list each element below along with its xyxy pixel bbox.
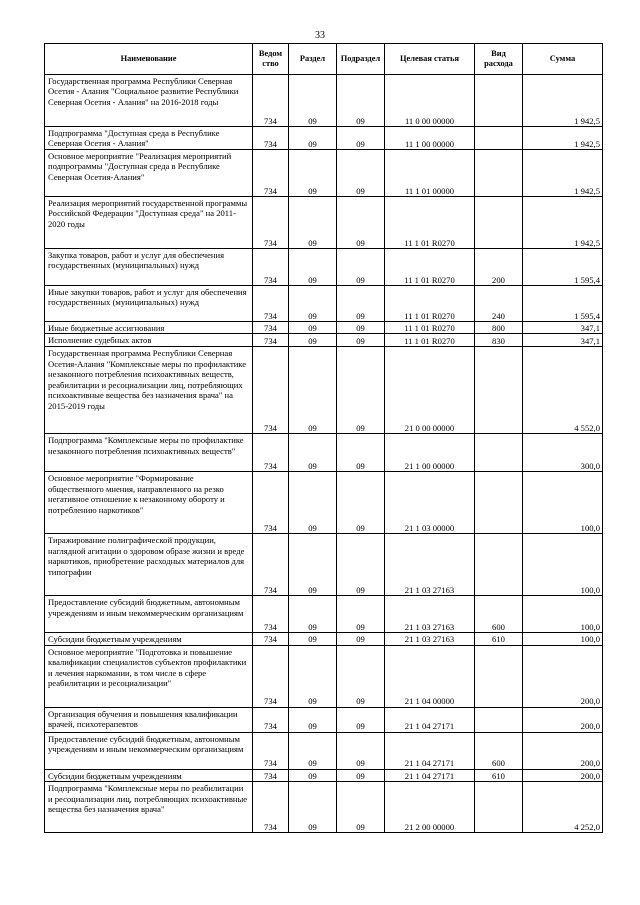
row-statya: 21 1 04 27171 [385,732,475,769]
row-vedomstvo: 734 [253,150,289,197]
row-vid-raskhoda [475,707,523,732]
row-statya: 11 1 01 R0270 [385,286,475,322]
row-vid-raskhoda: 600 [475,732,523,769]
row-razdel: 09 [289,596,337,633]
row-vedomstvo: 734 [253,534,289,596]
table-row [45,732,603,769]
row-razdel: 09 [289,707,337,732]
table-row [45,645,603,707]
header-statya: Целевая статья [385,44,475,75]
row-name: Основное мероприятие "Формирование общественного мнения, направленного на резко негативное отношение к незаконному обороту и потреблению наркотиков" [45,472,253,534]
row-podrazdel: 09 [337,334,385,347]
table-row [45,286,603,322]
row-vid-raskhoda [475,434,523,472]
row-summa: 200,0 [523,707,603,732]
row-summa: 100,0 [523,472,603,534]
row-statya: 11 1 00 00000 [385,127,475,150]
row-statya: 21 1 03 27163 [385,596,475,633]
row-statya: 21 1 03 00000 [385,472,475,534]
row-vid-raskhoda [475,197,523,249]
row-summa: 1 942,5 [523,150,603,197]
header-podrazdel: Подраздел [337,44,385,75]
header-vid-raskhoda: Вид расхода [475,44,523,75]
row-summa: 100,0 [523,633,603,645]
row-razdel: 09 [289,127,337,150]
table-row [45,707,603,732]
row-razdel: 09 [289,249,337,286]
row-summa: 1 942,5 [523,127,603,150]
row-statya: 11 1 01 00000 [385,150,475,197]
row-summa: 100,0 [523,534,603,596]
row-podrazdel: 09 [337,472,385,534]
row-vid-raskhoda [475,127,523,150]
row-summa: 200,0 [523,769,603,781]
row-podrazdel: 09 [337,150,385,197]
row-name: Тиражирование полиграфической продукции, наглядной агитации о здоровом образе жизни и вреде наркотиков, приобретение расходных материалов для типографии [45,534,253,596]
table-row [45,782,603,833]
table-row [45,434,603,472]
row-statya: 11 1 01 R0270 [385,322,475,334]
row-statya: 21 0 00 00000 [385,347,475,434]
row-name: Государственная программа Республики Северная Осетия - Алания "Социальное развитие Республики Северная Осетия - Алания" на 2016-2018 годы [45,75,253,127]
row-razdel: 09 [289,472,337,534]
row-podrazdel: 09 [337,434,385,472]
row-vedomstvo: 734 [253,645,289,707]
row-summa: 300,0 [523,434,603,472]
row-podrazdel: 09 [337,286,385,322]
row-name: Иные закупки товаров, работ и услуг для обеспечения государственных (муниципальных) нужд [45,286,253,322]
row-statya: 21 1 03 27163 [385,534,475,596]
row-vedomstvo: 734 [253,782,289,833]
row-vedomstvo: 734 [253,347,289,434]
row-name: Закупка товаров, работ и услуг для обеспечения государственных (муниципальных) нужд [45,249,253,286]
table-row [45,769,603,781]
row-vid-raskhoda: 610 [475,769,523,781]
row-name: Подпрограмма "Комплексные меры по профилактике незаконного потребления психоактивных веществ" [45,434,253,472]
row-vid-raskhoda: 200 [475,249,523,286]
row-summa: 347,1 [523,322,603,334]
row-vedomstvo: 734 [253,75,289,127]
table-row [45,249,603,286]
row-name: Субсидии бюджетным учреждениям [45,769,253,781]
row-summa: 200,0 [523,645,603,707]
row-podrazdel: 09 [337,347,385,434]
table-header-row [45,44,603,75]
row-name: Основное мероприятие "Реализация мероприятий подпрограммы "Доступная среда в Республике Северная Осетия-Алания" [45,150,253,197]
row-vid-raskhoda: 610 [475,633,523,645]
row-vid-raskhoda [475,782,523,833]
row-razdel: 09 [289,197,337,249]
row-podrazdel: 09 [337,596,385,633]
row-podrazdel: 09 [337,782,385,833]
row-vid-raskhoda [475,534,523,596]
row-name: Субсидии бюджетным учреждениям [45,633,253,645]
header-summa: Сумма [523,44,603,75]
row-podrazdel: 09 [337,645,385,707]
row-summa: 4 252,0 [523,782,603,833]
row-podrazdel: 09 [337,75,385,127]
row-summa: 4 552,0 [523,347,603,434]
row-vedomstvo: 734 [253,633,289,645]
row-statya: 11 1 01 R0270 [385,197,475,249]
row-name: Предоставление субсидий бюджетным, автономным учреждениям и иным некоммерческим организациям [45,596,253,633]
row-statya: 11 1 01 R0270 [385,334,475,347]
row-statya: 21 1 04 27171 [385,707,475,732]
row-vedomstvo: 734 [253,249,289,286]
row-name: Исполнение судебных актов [45,334,253,347]
row-statya: 11 1 01 R0270 [385,249,475,286]
row-vedomstvo: 734 [253,334,289,347]
row-razdel: 09 [289,150,337,197]
row-vid-raskhoda: 830 [475,334,523,347]
row-podrazdel: 09 [337,249,385,286]
row-summa: 1 595,4 [523,249,603,286]
row-razdel: 09 [289,645,337,707]
header-razdel: Раздел [289,44,337,75]
table-row [45,150,603,197]
row-name: Подпрограмма "Комплексные меры по реабилитации и ресоциализации лиц, потребляющих психоактивные вещества без назначения врача" [45,782,253,833]
row-razdel: 09 [289,286,337,322]
table-row [45,334,603,347]
row-summa: 1 942,5 [523,197,603,249]
row-podrazdel: 09 [337,534,385,596]
table-row [45,347,603,434]
header-name: Наименование [45,44,253,75]
row-vedomstvo: 734 [253,197,289,249]
row-vedomstvo: 734 [253,732,289,769]
header-vedomstvo: Ведом ство [253,44,289,75]
row-razdel: 09 [289,769,337,781]
row-podrazdel: 09 [337,633,385,645]
row-name: Предоставление субсидий бюджетным, автономным учреждениям и иным некоммерческим организациям [45,732,253,769]
table-row [45,197,603,249]
row-vid-raskhoda [475,645,523,707]
row-razdel: 09 [289,732,337,769]
table-row [45,472,603,534]
row-summa: 1 595,4 [523,286,603,322]
row-podrazdel: 09 [337,197,385,249]
row-vid-raskhoda [475,75,523,127]
row-vedomstvo: 734 [253,322,289,334]
row-podrazdel: 09 [337,707,385,732]
row-razdel: 09 [289,334,337,347]
row-vedomstvo: 734 [253,596,289,633]
table-row [45,322,603,334]
row-name: Иные бюджетные ассигнования [45,322,253,334]
row-name: Государственная программа Республики Северная Осетия-Алания "Комплексные меры по профилактике незаконного потребления психоактивных веществ, реабилитации и ресоциализации лиц, потребляющих психоактивные вещества без назначения врача" на 2015-2019 годы [45,347,253,434]
row-podrazdel: 09 [337,127,385,150]
row-vedomstvo: 734 [253,127,289,150]
row-vedomstvo: 734 [253,707,289,732]
row-name: Реализация мероприятий государственной программы Российской Федерации "Доступная среда" на 2011-2020 годы [45,197,253,249]
row-statya: 21 1 00 00000 [385,434,475,472]
row-statya: 21 2 00 00000 [385,782,475,833]
row-razdel: 09 [289,782,337,833]
row-podrazdel: 09 [337,732,385,769]
table-row [45,75,603,127]
row-vedomstvo: 734 [253,286,289,322]
row-razdel: 09 [289,633,337,645]
row-summa: 1 942,5 [523,75,603,127]
table-row [45,633,603,645]
row-summa: 100,0 [523,596,603,633]
row-vid-raskhoda [475,347,523,434]
row-name: Организация обучения и повышения квалификации врачей, психотерапевтов [45,707,253,732]
row-vedomstvo: 734 [253,434,289,472]
row-podrazdel: 09 [337,769,385,781]
row-vedomstvo: 734 [253,472,289,534]
table-row [45,596,603,633]
row-vid-raskhoda: 240 [475,286,523,322]
row-summa: 347,1 [523,334,603,347]
row-vid-raskhoda [475,472,523,534]
row-razdel: 09 [289,534,337,596]
row-statya: 21 1 04 00000 [385,645,475,707]
row-podrazdel: 09 [337,322,385,334]
row-statya: 21 1 04 27171 [385,769,475,781]
table-row [45,534,603,596]
row-vid-raskhoda [475,150,523,197]
row-vid-raskhoda: 800 [475,322,523,334]
row-name: Основное мероприятие "Подготовка и повышение квалификации специалистов субъектов профилактики и лечения наркомании, в том числе в сфере реабилитации и ресоциализации" [45,645,253,707]
row-razdel: 09 [289,322,337,334]
row-statya: 11 0 00 00000 [385,75,475,127]
row-razdel: 09 [289,434,337,472]
row-vid-raskhoda: 600 [475,596,523,633]
table-row [45,127,603,150]
budget-table [44,43,603,833]
row-statya: 21 1 03 27163 [385,633,475,645]
row-vedomstvo: 734 [253,769,289,781]
row-razdel: 09 [289,347,337,434]
row-summa: 200,0 [523,732,603,769]
row-name: Подпрограмма "Доступная среда в Республике Северная Осетия - Алания" [45,127,253,150]
page-number: 33 [315,30,325,41]
row-razdel: 09 [289,75,337,127]
